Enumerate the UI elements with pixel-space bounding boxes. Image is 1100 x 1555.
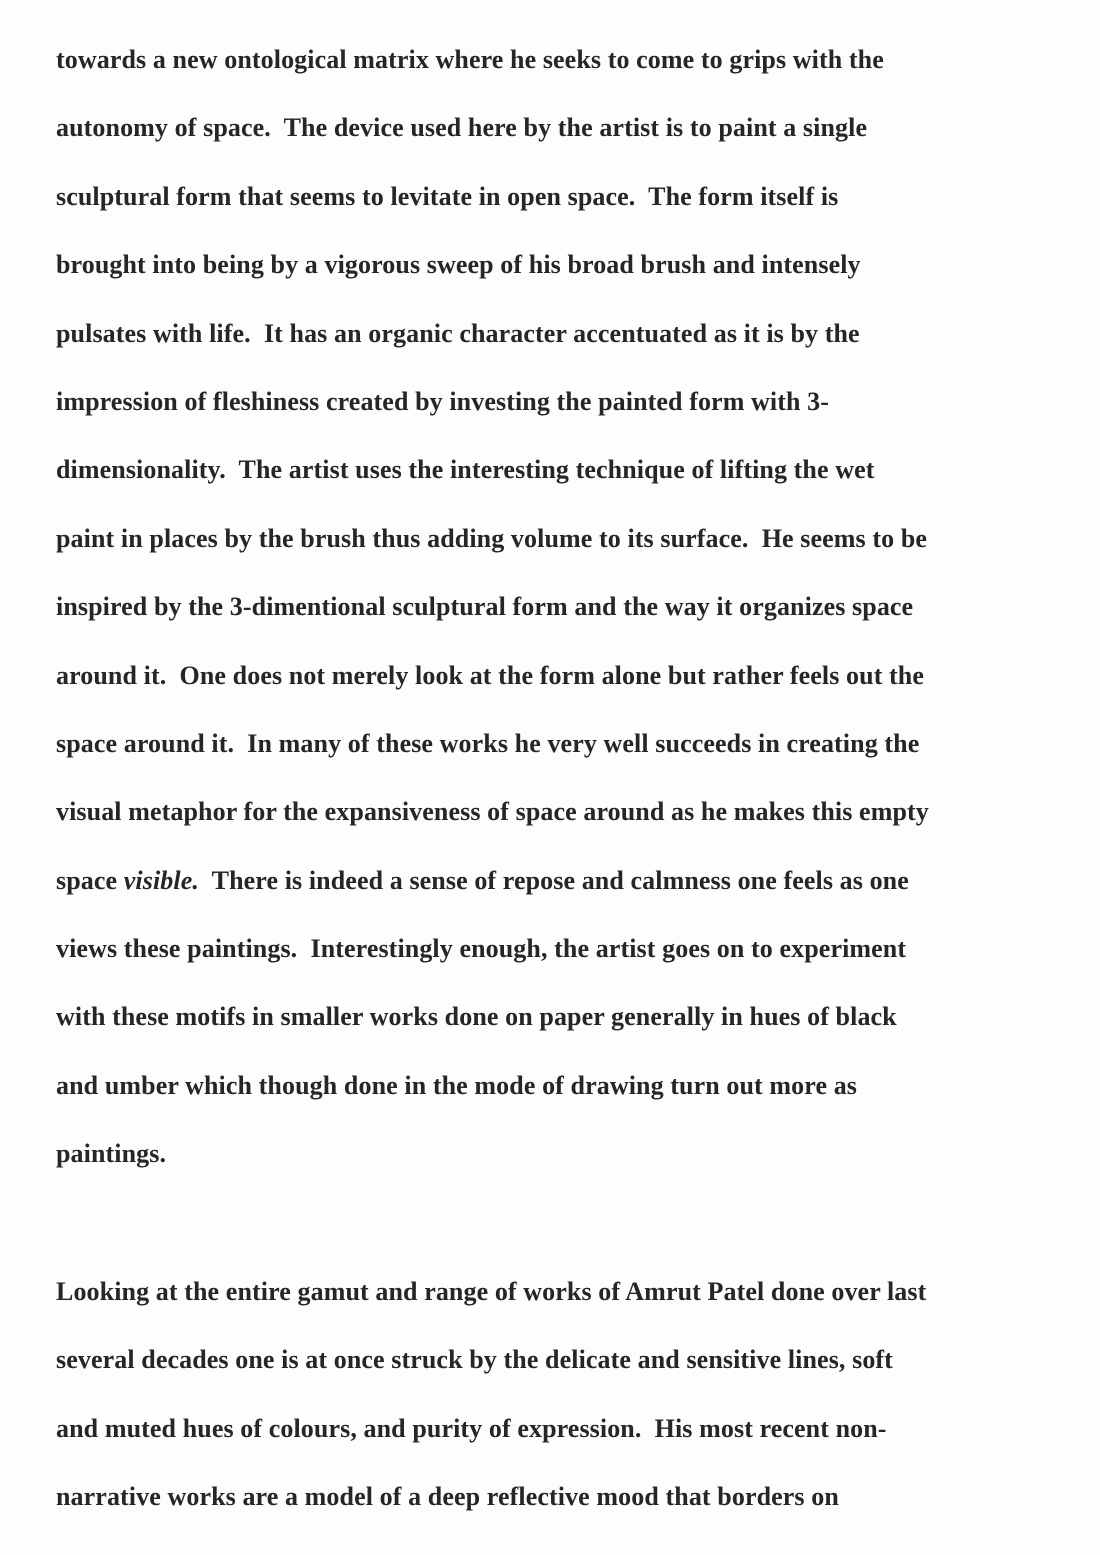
text-line: towards a new ontological matrix where he seeks to come to grips with the [56, 45, 884, 74]
paragraph-2 [56, 1258, 1066, 1532]
text-line: sculptural form that seems to levitate in open space. The form itself is [56, 181, 839, 211]
text-line-with-italic [56, 847, 1066, 915]
text-line: visual metaphor for the expansiveness of space around as he makes this empty [56, 797, 929, 827]
text-line: paintings. [56, 1139, 167, 1169]
text-line: dimensionality. The artist uses the interesting technique of lifting the wet [56, 455, 875, 485]
text-line: inspired by the 3-dimentional sculptural form and the way it organizes space [56, 592, 914, 622]
text-line: and muted hues of colours, and purity of expression. His most recent non- [56, 1413, 887, 1443]
text-line: with these motifs in smaller works done on paper generally in hues of black [56, 1002, 897, 1032]
text-line: autonomy of space. The device used here by the artist is to paint a single [56, 113, 868, 143]
text-line: several decades one is at once struck by the delicate and sensitive lines, soft [56, 1345, 893, 1375]
text-line: views these paintings. Interestingly enough, the artist goes on to experiment [56, 934, 907, 964]
paragraph-1 [56, 26, 1066, 1189]
text-line: space around it. In many of these works he very well succeeds in creating the [56, 728, 920, 758]
line-start: space [56, 865, 124, 895]
text-line: brought into being by a vigorous sweep of his broad brush and intensely [56, 250, 861, 280]
text-line: impression of fleshiness created by investing the painted form with 3- [56, 386, 830, 416]
italic-word-visible: visible. [123, 865, 199, 895]
text-line: around it. One does not merely look at the form alone but rather feels out the [56, 660, 925, 690]
text-line: pulsates with life. It has an organic character accentuated as it is by the [56, 318, 860, 348]
text-line: narrative works are a model of a deep reflective mood that borders on [56, 1482, 839, 1512]
text-line: and umber which though done in the mode of drawing turn out more as [56, 1070, 858, 1100]
line-end: There is indeed a sense of repose and calmness one feels as one [198, 865, 909, 895]
text-line: paint in places by the brush thus adding volume to its surface. He seems to be [56, 523, 928, 553]
text-line: Looking at the entire gamut and range of works of Amrut Patel done over last [56, 1277, 927, 1306]
